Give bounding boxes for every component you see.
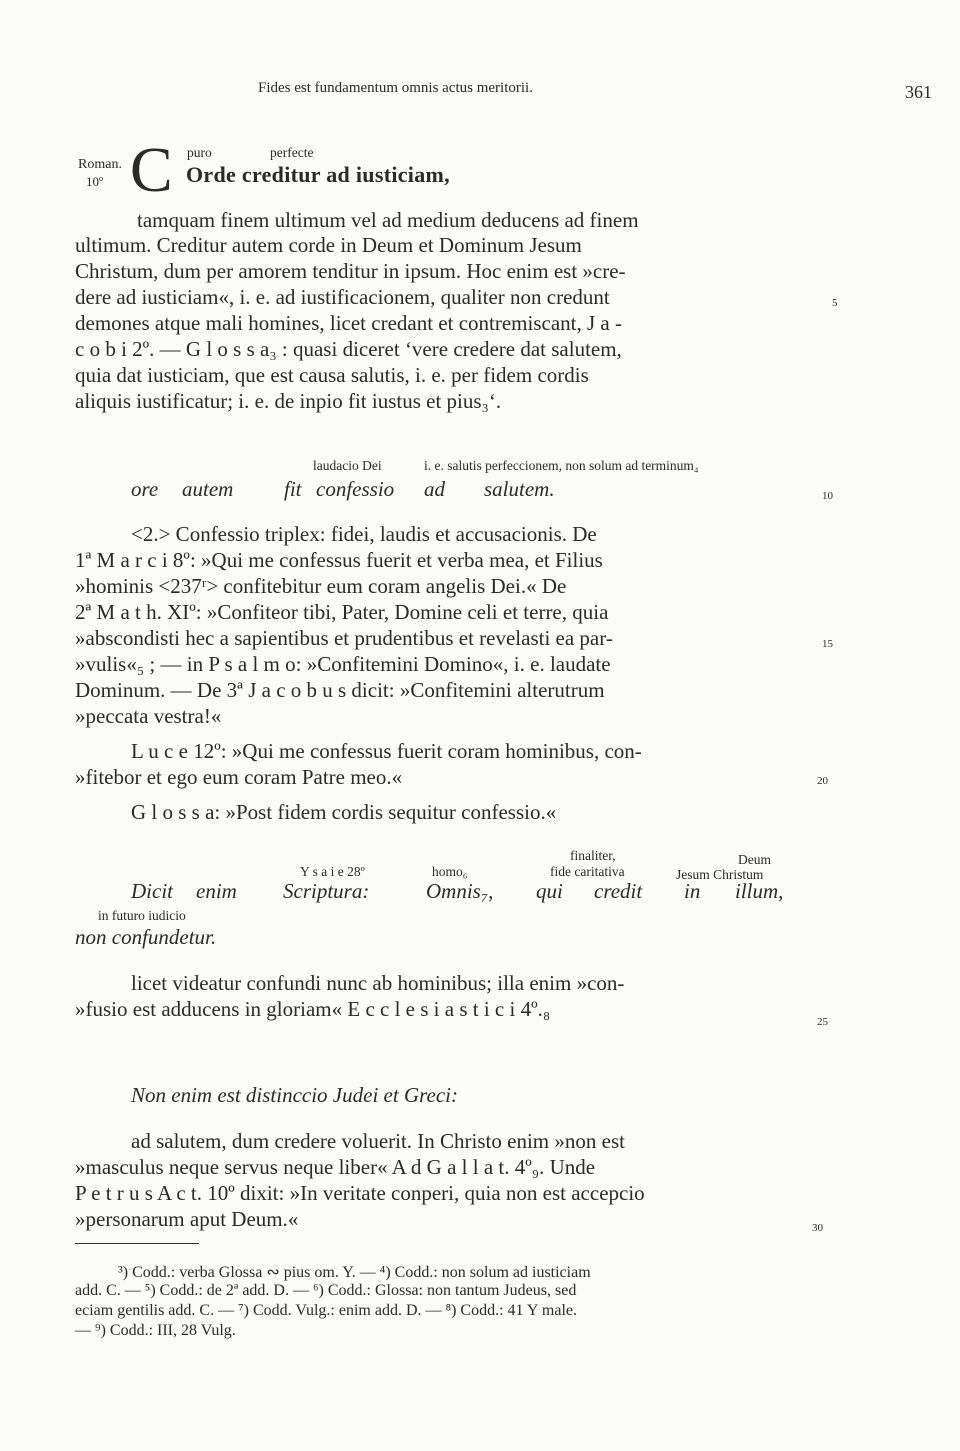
- lemma2-word: confessio: [316, 477, 395, 501]
- para1-line: tamquam finem ultimum vel ad medium deducens ad finem: [137, 208, 639, 232]
- para2-line: »peccata vestra!«: [75, 704, 222, 728]
- lemma-text: Orde creditur ad iusticiam,: [186, 162, 450, 187]
- lemma2-word: salutem.: [484, 477, 555, 501]
- lemma2-word: ore: [131, 477, 159, 501]
- para2-line: »vulis«₅ ; — in P s a l m o: »Confitemini Domino«, i. e. laudate: [75, 652, 611, 676]
- gloss-puro: puro: [187, 145, 212, 160]
- running-title: Fides est fundamentum omnis actus meritorii.: [258, 80, 533, 96]
- gloss-futuro: in futuro iudicio: [98, 908, 186, 923]
- para4-line: G l o s s a: »Post fidem cordis sequitur confessio.«: [131, 800, 557, 824]
- para1-line: quia dat iusticiam, que est causa salutis, i. e. per fidem cordis: [75, 363, 589, 387]
- lemma3-word: illum,: [735, 879, 784, 903]
- page-number: 361: [905, 82, 932, 102]
- footnote-line: add. C. — ⁵) Codd.: de 2ª add. D. — ⁶) Codd.: Glossa: non tantum Judeus, sed: [75, 1282, 577, 1299]
- lemma3-word: enim: [196, 879, 237, 903]
- para1-line: demones atque mali homines, licet credant et contremiscant, J a -: [75, 311, 622, 335]
- footnote-line: eciam gentilis add. C. — ⁷) Codd. Vulg.: enim add. D. — ⁸) Codd.: 41 Y male.: [75, 1302, 577, 1319]
- line-number: 15: [822, 638, 833, 650]
- lemma2-word: fit: [284, 477, 302, 501]
- lemma3-word: Dicit: [131, 879, 173, 903]
- para1-line: Christum, dum per amorem tenditur in ipsum. Hoc enim est »cre-: [75, 259, 626, 283]
- para2-line: <2.> Confessio triplex: fidei, laudis et accusacionis. De: [131, 522, 597, 546]
- gloss-jesum: Jesum Christum: [676, 867, 764, 882]
- footnote-line: ³) Codd.: verba Glossa ∾ pius om. Y. — ⁴) Codd.: non solum ad iusticiam: [118, 1264, 591, 1281]
- gloss-deum: Deum: [738, 852, 771, 867]
- para6-line: ad salutem, dum credere voluerit. In Christo enim »non est: [131, 1129, 625, 1153]
- lemma2-word: autem: [182, 477, 234, 501]
- para5-line: licet videatur confundi nunc ab hominibus; illa enim »con-: [131, 971, 625, 995]
- margin-ref-book: Roman.: [78, 157, 122, 172]
- gloss-finaliter: finaliter,: [570, 848, 616, 863]
- lemma3-word: credit: [594, 879, 643, 903]
- gloss-laudacio: laudacio Dei: [313, 458, 382, 473]
- line-number: 5: [832, 297, 838, 309]
- drop-initial: C: [130, 134, 173, 205]
- lemma3-word: Omnis₇,: [426, 879, 494, 903]
- para3-line: L u c e 12º: »Qui me confessus fuerit coram hominibus, con-: [131, 739, 642, 763]
- para1-line: c o b i 2º. — G l o s s a₃ : quasi diceret ‘vere credere dat salutem,: [75, 337, 622, 361]
- lemma3-word: Scriptura:: [283, 879, 370, 903]
- line-number: 25: [817, 1016, 828, 1028]
- line-number: 30: [812, 1222, 823, 1234]
- lemma3-word: qui: [536, 879, 563, 903]
- para2-line: »hominis <237ʳ> confitebitur eum coram angelis Dei.« De: [75, 574, 567, 598]
- lemma3-line2: non confundetur.: [75, 925, 217, 949]
- margin-ref-chapter: 10º: [86, 174, 104, 189]
- footnote-rule: [75, 1243, 199, 1244]
- line-number: 10: [822, 490, 833, 502]
- para6-line: »personarum aput Deum.«: [75, 1207, 299, 1231]
- line-number: 20: [817, 775, 828, 787]
- gloss-perfecte: perfecte: [270, 145, 314, 160]
- para6-line: P e t r u s A c t. 10º dixit: »In veritate conperi, quia non est accepcio: [75, 1181, 645, 1205]
- para2-line: 2ª M a t h. XIº: »Confiteor tibi, Pater, Domine celi et terre, quia: [75, 600, 609, 624]
- gloss-salutis: i. e. salutis perfeccionem, non solum ad terminum₄: [424, 458, 699, 473]
- para1-line: aliquis iustificatur; i. e. de inpio fit iustus et pius₃‘.: [75, 389, 502, 413]
- footnote-line: — ⁹) Codd.: III, 28 Vulg.: [75, 1322, 236, 1339]
- para2-line: »abscondisti hec a sapientibus et prudentibus et revelasti ea par-: [75, 626, 613, 650]
- gloss-homo: homo₆: [432, 864, 468, 879]
- lemma4-text: Non enim est distinccio Judei et Greci:: [131, 1083, 458, 1107]
- para3-line: »fitebor et ego eum coram Patre meo.«: [75, 765, 403, 789]
- gloss-fide: fide caritativa: [550, 864, 625, 879]
- para6-line: »masculus neque servus neque liber« A d G a l l a t. 4º₉. Unde: [75, 1155, 596, 1179]
- para1-line: dere ad iusticiam«, i. e. ad iustificacionem, qualiter non credunt: [75, 285, 610, 309]
- para2-line: Dominum. — De 3ª J a c o b u s dicit: »Confitemini alterutrum: [75, 678, 605, 702]
- para1-line: ultimum. Creditur autem corde in Deum et Dominum Jesum: [75, 233, 582, 257]
- para5-line: »fusio est adducens in gloriam« E c c l e s i a s t i c i 4º.₈: [75, 997, 551, 1021]
- gloss-ysaie: Y s a i e 28º: [300, 864, 365, 879]
- para2-line: 1ª M a r c i 8º: »Qui me confessus fuerit et verba mea, et Filius: [75, 548, 603, 572]
- lemma2-word: ad: [424, 477, 445, 501]
- lemma3-word: in: [684, 879, 701, 903]
